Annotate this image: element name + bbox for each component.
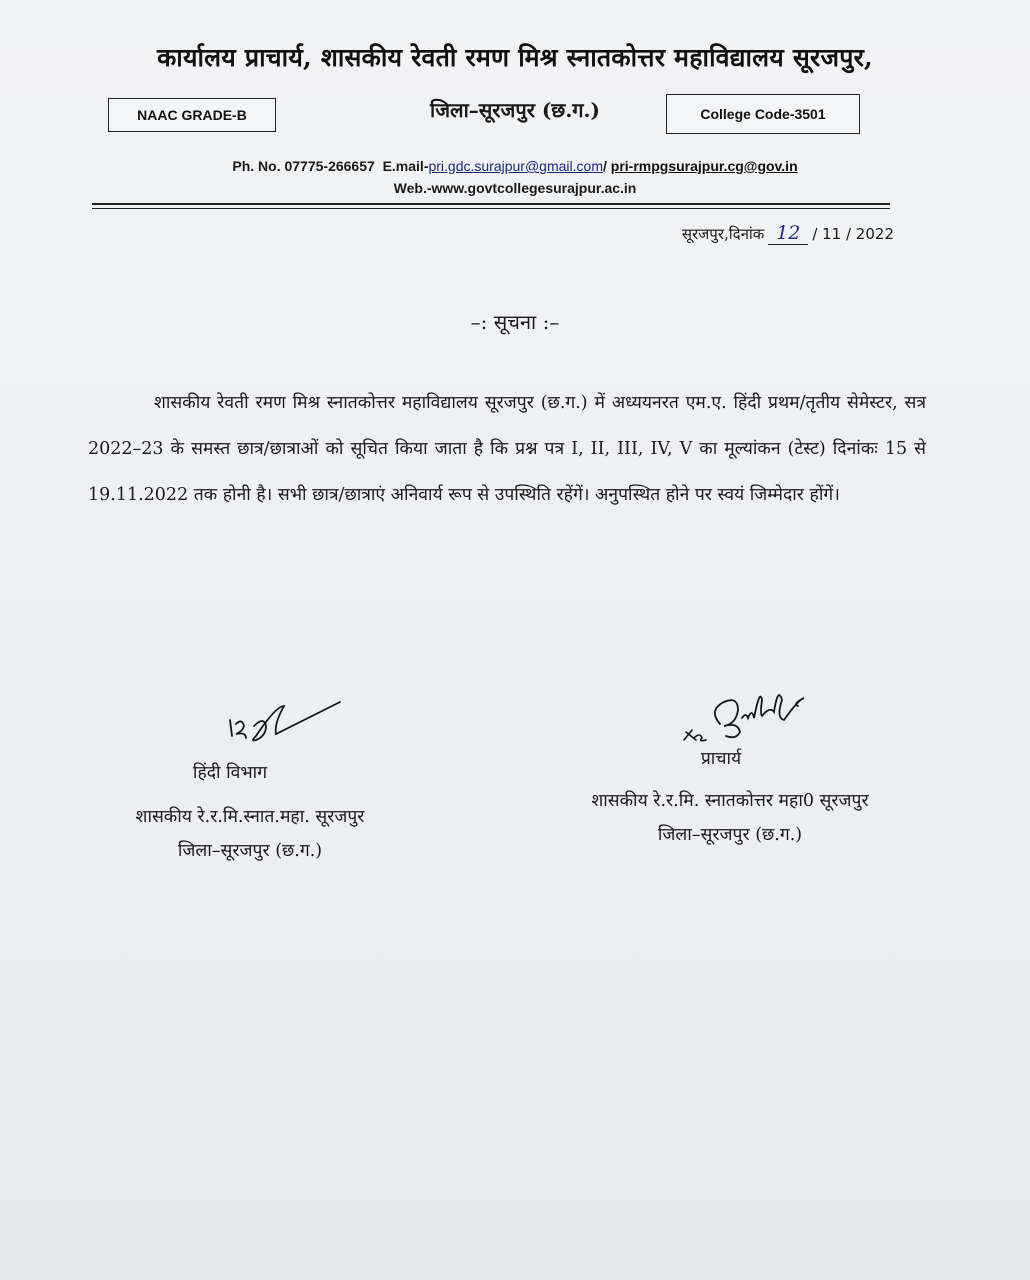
- notice-heading: –: सूचना :–: [470, 310, 560, 334]
- naac-grade-label: NAAC GRADE-B: [137, 107, 247, 123]
- date-day-handwritten: 12: [768, 222, 808, 245]
- header-rule-top: [92, 203, 890, 205]
- header-rule-bottom: [92, 208, 890, 209]
- website-line[interactable]: Web.-www.govtcollegesurajpur.ac.in: [393, 180, 637, 196]
- header-district: जिला–सूरजपुर (छ.ग.): [430, 98, 600, 122]
- signatory-left: [80, 756, 420, 868]
- notice-body: शासकीय रेवती रमण मिश्र स्नातकोत्तर महाविद्यालय सूरजपुर (छ.ग.) में अध्ययनरत एम.ए. हिंदी प्रथम/तृतीय सेमेस्टर, सत्र 2022–23 के समस्त छात्र/छात्राओं को सूचित किया जाता है कि प्रश्न पत्र I, II, III, IV, V का मूल्यांकन (टेस्ट) दिनांकः 15 से 19.11.2022 तक होनी है। सभी छात्र/छात्राएं अनिवार्य रूप से उपस्थिति रहेंगें। अनुपस्थित होने पर स्वयं जिम्मेदार होंगें।: [88, 393, 926, 505]
- signatory-right: [540, 742, 920, 852]
- office-title: कार्यालय प्राचार्य, शासकीय रेवती रमण मिश्र स्नातकोत्तर महाविद्यालय सूरजपुर,: [157, 43, 873, 72]
- email-label: E.mail-: [382, 158, 429, 174]
- contact-line: [0, 158, 1030, 174]
- phone-number: Ph. No. 07775-266657: [232, 158, 375, 174]
- date-prefix: सूरजपुर,दिनांक: [681, 225, 765, 243]
- college-code-label: College Code-3501: [700, 106, 826, 122]
- right-district: जिला–सूरजपुर (छ.ग.): [657, 825, 803, 845]
- right-college-name: शासकीय रे.र.मि. स्नातकोत्तर महा0 सूरजपुर: [591, 791, 869, 811]
- hindi-department-label: हिंदी विभाग: [192, 763, 268, 783]
- hod-signature-icon: [220, 690, 360, 750]
- left-college-name: शासकीय रे.र.मि.स्नात.महा. सूरजपुर: [135, 807, 365, 827]
- naac-grade-box: [108, 98, 276, 132]
- date-line: [682, 222, 894, 245]
- date-month-year: / 11 / 2022: [812, 225, 894, 243]
- left-district: जिला–सूरजपुर (छ.ग.): [177, 841, 323, 861]
- principal-designation: प्राचार्य: [700, 749, 742, 769]
- college-code-box: [666, 94, 860, 134]
- email-separator: /: [602, 158, 611, 174]
- email-link-gmail[interactable]: pri.gdc.surajpur@gmail.com: [428, 158, 603, 174]
- email-link-gov[interactable]: pri-rmpgsurajpur.cg@gov.in: [610, 158, 798, 174]
